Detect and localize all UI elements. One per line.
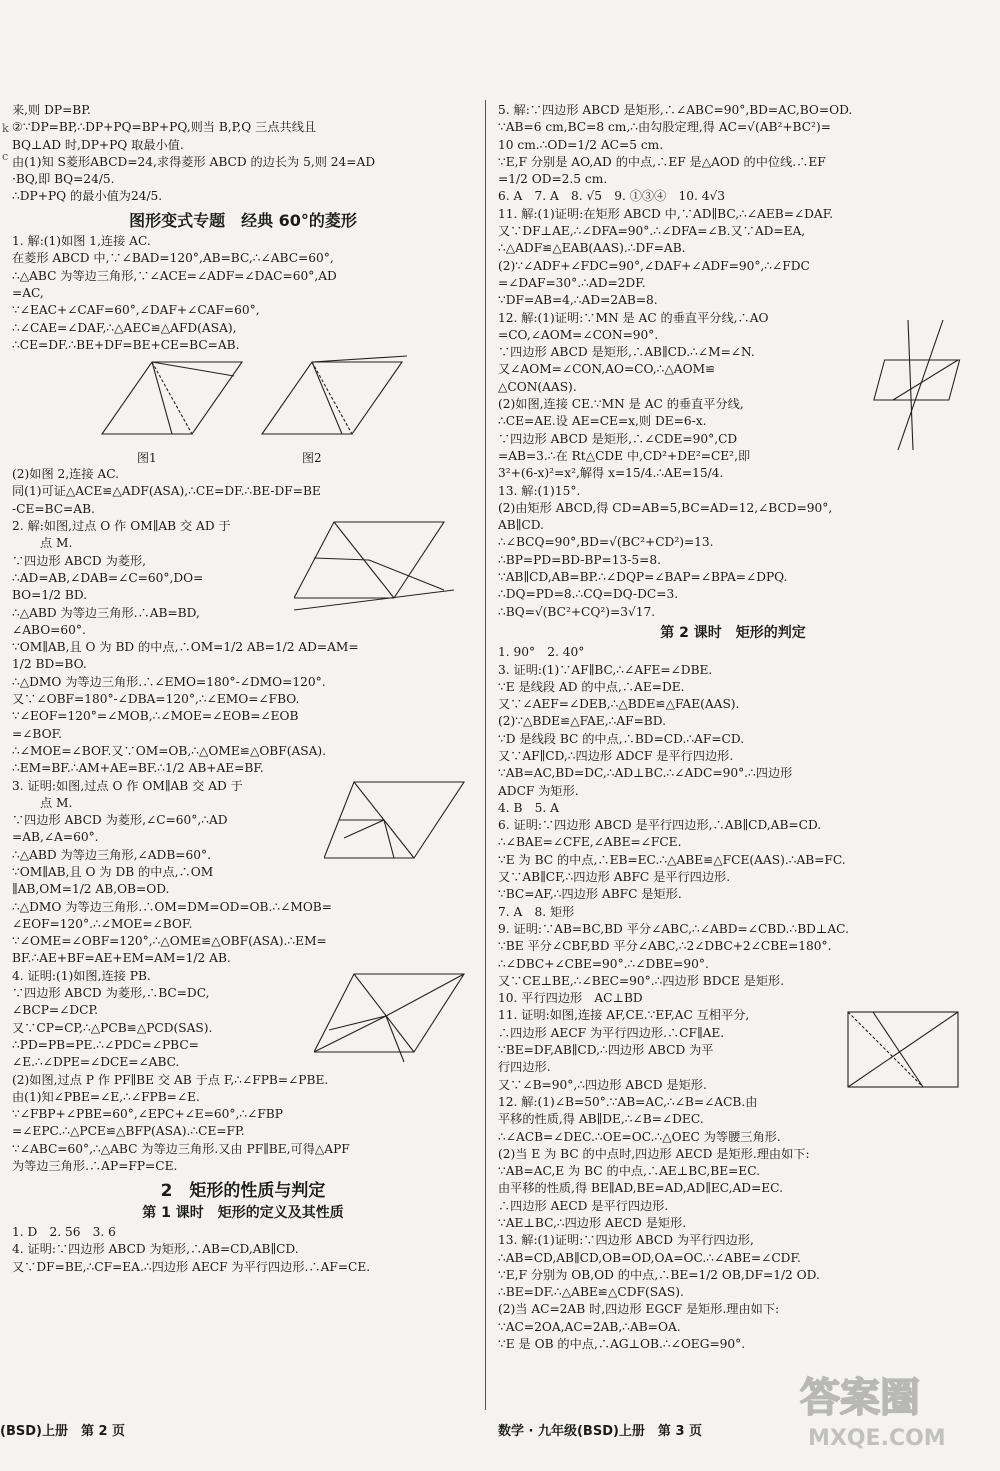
text-line: ∴CE=DF.∴BE+DF=BE+CE=BC=AB.: [12, 337, 240, 352]
text-line: ∴DQ=PD=8.∴CQ=DQ-DC=3.: [498, 587, 679, 602]
edge-mark-2: c: [2, 150, 9, 163]
text-line: ∴四边形 AECF 为平行四边形.∴CF∥AE.: [498, 1025, 725, 1040]
text-line: ∴∠BAE=∠CFE,∠ABE=∠FCE.: [498, 835, 682, 850]
text-line: 11. 证明:如图,连接 AF,CE.∵EF,AC 互相平分,: [498, 1008, 750, 1023]
text-line: 1/2 BD=BO.: [12, 657, 87, 672]
text-line: ADCF 为矩形.: [498, 783, 579, 798]
footer-left-page: (BSD)上册 第 2 页: [0, 1424, 126, 1439]
text-line: 10. 平行四边形 AC⊥BD: [498, 991, 643, 1006]
text-line: 行四边形.: [498, 1060, 551, 1075]
lesson-2-answers: [498, 644, 968, 1007]
text-line: 在菱形 ABCD 中,∵∠BAD=120°,AB=BC,∴∠ABC=60°,: [12, 251, 334, 266]
text-line: ∵四边形 ABCD 为菱形,∠C=60°,∴AD: [12, 813, 228, 828]
text-line: ∵BC=AF,∴四边形 ABFC 是矩形.: [498, 887, 682, 902]
topic-title: 图形变式专题 经典 60°的菱形: [129, 210, 357, 230]
text-line: BF.∴AE+BF=AE+EM=AM=1/2 AB.: [12, 951, 231, 966]
text-line: 由平移的性质,得 BE∥AD,BE=AD,AD∥EC,AD=EC.: [498, 1181, 783, 1196]
text-line: ∵AB∥CD,AB=BP.∴∠DQP=∠BAP=∠BPA=∠DPQ.: [498, 570, 788, 585]
text-line: ∴∠DBC+∠CBE=90°.∴∠DBE=90°.: [498, 956, 709, 971]
text-line: 为等边三角形.∴AP=FP=CE.: [12, 1159, 178, 1174]
text-line: (2)∵△BDE≌△FAE,∴AF=BD.: [498, 714, 666, 729]
text-line: AB∥CD.: [498, 518, 544, 533]
text-line: ∵BE=DF,AB∥CD,∴四边形 ABCD 为平: [498, 1043, 714, 1058]
text-line: 点 M.: [40, 795, 73, 810]
text-line: (2)∵∠ADF+∠FDC=90°,∠DAF+∠ADF=90°,∴∠FDC: [498, 258, 810, 273]
problem-12-13b: [498, 1094, 968, 1353]
text-line: ∵E 为 BC 的中点,∴EB=EC.∴△ABE≌△FCE(AAS).∴AB=FC.: [498, 852, 846, 867]
text-line: 又∵DF⊥AE,∴∠DFA=90°.∴∠DFA=∠B.又∵AD=EA,: [498, 224, 806, 239]
figures-1-2: [12, 354, 474, 464]
text-line: ∵∠EOF=120°=∠MOB,∴∠MOE=∠EOB=∠EOB: [12, 709, 299, 724]
text-line: ∵∠FBP+∠PBE=60°,∠EPC+∠E=60°,∴∠FBP: [12, 1107, 283, 1122]
text-line: =1/2 OD=2.5 cm.: [498, 172, 608, 187]
text-line: 4. 证明:∵四边形 ABCD 为矩形,∴AB=CD,AB∥CD.: [12, 1242, 299, 1257]
text-line: ∵E,F 分别是 AO,AD 的中点,∴EF 是△AOD 的中位线.∴EF: [498, 154, 826, 169]
text-line: 由(1)知∠PBE=∠E,∴∠FPB=∠E.: [12, 1089, 200, 1104]
text-line: ∴△ABC 为等边三角形,∵∠ACE=∠ADF=∠DAC=60°,AD: [12, 268, 337, 283]
figure-2-label: 图2: [302, 451, 322, 466]
text-line: ∵四边形 ABCD 是矩形,∴AB∥CD.∴∠M=∠N.: [498, 345, 755, 360]
problem-4: [12, 968, 474, 1176]
text-line: BO=1/2 BD.: [12, 588, 88, 603]
text-line: ∠BCP=∠DCP.: [12, 1003, 99, 1018]
text-line: ∴∠CAE=∠DAF,∴△AEC≌△AFD(ASA),: [12, 320, 237, 335]
rhombus-figures-svg: [12, 354, 474, 464]
text-line: ∵AB=AC,BD=DC,∴AD⊥BC.∴∠ADC=90°.∴四边形: [498, 766, 793, 781]
carryover-block: [12, 102, 474, 206]
text-line: ∠EOF=120°.∴∠MOE=∠BOF.: [12, 916, 193, 931]
text-line: ∠ABO=60°.: [12, 622, 86, 637]
text-line: ∵E 是线段 AD 的中点,∴AE=DE.: [498, 679, 685, 694]
left-column: [12, 102, 474, 1276]
text-line: 4. 证明:(1)如图,连接 PB.: [12, 968, 151, 983]
figure-1-label: 图1: [137, 451, 157, 466]
text-line: ·BQ,即 BQ=24/5.: [12, 172, 115, 187]
text-line: △CON(AAS).: [498, 379, 577, 394]
text-line: 又∵∠AEF=∠DEB,∴△BDE≌△FAE(AAS).: [498, 697, 740, 712]
text-line: 9. 证明:∵AB=BC,BD 平分∠ABC,∴∠ABD=∠CBD.∴BD⊥AC.: [498, 921, 849, 936]
text-line: ∴△ABD 为等边三角形,∠ADB=60°.: [12, 847, 211, 862]
text-line: (2)如图,过点 P 作 PF∥BE 交 AB 于点 F,∴∠FPB=∠PBE.: [12, 1072, 329, 1087]
text-line: ∴BE=DF.∴△ABE≌△CDF(SAS).: [498, 1285, 684, 1300]
lesson-1-answers: [12, 1224, 474, 1276]
text-line: =AB=3.∴在 Rt△CDE 中,CD²+DE²=CE²,即: [498, 448, 751, 463]
text-line: ∵四边形 ABCD 为菱形,∴BC=DC,: [12, 986, 210, 1001]
text-line: 平移的性质,得 AB∥DE,∴∠B=∠DEC.: [498, 1112, 704, 1127]
text-line: 1. 90° 2. 40°: [498, 645, 585, 660]
text-line: ②∵DP=BP,∴DP+PQ=BP+PQ,则当 B,P,Q 三点共线且: [12, 120, 317, 135]
text-line: ∴BQ=√(BC²+CQ²)=3√17.: [498, 604, 656, 619]
text-line: 2. 解:如图,过点 O 作 OM∥AB 交 AD 于: [12, 519, 231, 534]
text-line: 又∵AB∥CF,∴四边形 ABFC 是平行四边形.: [498, 870, 731, 885]
watermark-logo: [790, 1363, 980, 1453]
text-line: (2)如图 2,连接 AC.: [12, 467, 119, 482]
text-line: ∵E,F 分别为 OB,OD 的中点,∴BE=1/2 OB,DF=1/2 OD.: [498, 1267, 820, 1282]
lesson-2-title: 第 2 课时 矩形的判定: [660, 624, 806, 641]
problem-13: [498, 483, 968, 621]
text-line: 又∵AF∥CD,∴四边形 ADCF 是平行四边形.: [498, 748, 734, 763]
text-line: 又∵CP=CP,∴△PCB≌△PCD(SAS).: [12, 1020, 213, 1035]
text-line: 3²+(6-x)²=x²,解得 x=15/4.∴AE=15/4.: [498, 466, 724, 481]
text-line: ∵OM∥AB,且 O 为 BD 的中点,∴OM=1/2 AB=1/2 AD=AM=: [12, 640, 359, 655]
text-line: 又∠AOM=∠CON,AO=CO,∴△AOM≌: [498, 362, 716, 377]
problem-3: [12, 778, 474, 968]
edge-mark-1: k: [2, 122, 9, 135]
text-line: -CE=BC=AB.: [12, 501, 95, 516]
problem-11-figure: [838, 1007, 968, 1097]
section-2-title: 2 矩形的性质与判定: [160, 1181, 326, 1202]
text-line: =CO,∠AOM=∠CON=90°.: [498, 327, 659, 342]
text-line: 3. 证明:如图,过点 O 作 OM∥AB 交 AD 于: [12, 778, 243, 793]
text-line: ∴CE=AE.设 AE=CE=x,则 DE=6-x.: [498, 414, 707, 429]
text-line: (2)当 AC=2AB 时,四边形 EGCF 是矩形.理由如下:: [498, 1302, 780, 1317]
problem-11b: [498, 1007, 968, 1093]
text-line: 6. A 7. A 8. √5 9. ①③④ 10. 4√3: [498, 189, 725, 204]
watermark-logo-text: 答案圈: [800, 1375, 920, 1421]
text-line: BQ⊥AD 时,DP+PQ 取最小值.: [12, 137, 184, 152]
problem-2: [12, 518, 474, 777]
text-line: 又∵∠OBF=180°-∠DBA=120°,∴∠EMO=∠FBO.: [12, 692, 300, 707]
problem-12-figure: [868, 310, 968, 460]
text-line: (2)如图,连接 CE.∵MN 是 AC 的垂直平分线,: [498, 397, 744, 412]
text-line: 又∵∠B=90°,∴四边形 ABCD 是矩形.: [498, 1077, 707, 1092]
text-line: 12. 解:(1)∠B=50°.∵AB=AC,∴∠B=∠ACB.由: [498, 1094, 758, 1109]
text-line: ∴PD=PB=PE.∴∠PDC=∠PBC=: [12, 1037, 199, 1052]
text-line: =AB,∠A=60°.: [12, 830, 99, 845]
watermark-url: MXQE.COM: [808, 1426, 946, 1451]
text-line: ∥AB,OM=1/2 AB,OB=OD.: [12, 882, 170, 897]
text-line: (2)当 E 为 BC 的中点时,四边形 AECD 是矩形.理由如下:: [498, 1146, 810, 1161]
problem-5-11: [498, 102, 968, 310]
text-line: ∵∠EAC+∠CAF=60°,∠DAF+∠CAF=60°,: [12, 303, 260, 318]
text-line: ∴△ABD 为等边三角形.∴AB=BD,: [12, 605, 200, 620]
text-line: =AC,: [12, 285, 44, 300]
problem-1: [12, 233, 474, 354]
text-line: ∴BP=PD=BD-BP=13-5=8.: [498, 552, 661, 567]
problem-3-figure: [324, 778, 474, 873]
text-line: ∴AB=CD,AB∥CD,OB=OD,OA=OC.∴∠ABE=∠CDF.: [498, 1250, 801, 1265]
text-line: ∴∠MOE=∠BOF.又∵OM=OB,∴△OME≌△OBF(ASA).: [12, 743, 327, 758]
right-column: [498, 102, 968, 1353]
lesson-1-title: 第 1 课时 矩形的定义及其性质: [142, 1204, 344, 1221]
text-line: ∠E.∴∠DPE=∠DCE=∠ABC.: [12, 1055, 180, 1070]
text-line: ∵四边形 ABCD 是矩形,∴∠CDE=90°,CD: [498, 431, 738, 446]
text-line: 5. 解:∵四边形 ABCD 是矩形,∴∠ABC=90°,BD=AC,BO=OD.: [498, 103, 853, 117]
text-line: 13. 解:(1)15°.: [498, 483, 581, 498]
text-line: 1. D 2. 56 3. 6: [12, 1224, 116, 1239]
text-line: ∵四边形 ABCD 为菱形,: [12, 553, 147, 568]
text-line: 7. A 8. 矩形: [498, 904, 575, 919]
text-line: ∵DF=AB=4,∴AD=2AB=8.: [498, 293, 658, 308]
column-divider: [485, 100, 486, 1410]
text-line: 点 M.: [40, 536, 73, 551]
footer-right-page: 数学 · 九年级(BSD)上册 第 3 页: [498, 1424, 703, 1439]
text-line: 11. 解:(1)证明:在矩形 ABCD 中,∵AD∥BC,∴∠AEB=∠DAF.: [498, 206, 834, 221]
text-line: ∴∠ACB=∠DEC.∴OE=OC.∴△OEC 为等腰三角形.: [498, 1129, 781, 1144]
text-line: ∵E 是 OB 的中点,∴AG⊥OB.∴∠OEG=90°.: [498, 1337, 746, 1352]
text-line: ∴四边形 AECD 是平行四边形.: [498, 1198, 669, 1213]
text-line: 10 cm.∴OD=1/2 AC=5 cm.: [498, 137, 664, 152]
text-line: ∵AB=6 cm,BC=8 cm,∴由勾股定理,得 AC=√(AB²+BC²)=: [498, 120, 831, 135]
text-line: 又∵DF=BE,∴CF=EA.∴四边形 AECF 为平行四边形.∴AF=CE.: [12, 1259, 371, 1274]
text-line: ∴△DMO 为等边三角形.∴OM=DM=OD=OB.∴∠MOB=: [12, 899, 332, 914]
problem-1b: [12, 466, 474, 518]
text-line: 由(1)知 S菱形ABCD=24,求得菱形 ABCD 的边长为 5,则 24=AD: [12, 154, 376, 169]
text-line: ∵∠OME=∠OBF=120°,∴△OME≌△OBF(ASA).∴EM=: [12, 934, 327, 949]
problem-2-figure: [294, 518, 474, 618]
text-line: ∵OM∥AB,且 O 为 DB 的中点,∴OM: [12, 864, 214, 879]
text-line: ∵AE⊥BC,∴四边形 AECD 是矩形.: [498, 1216, 687, 1230]
text-line: 4. B 5. A: [498, 800, 559, 815]
text-line: ∴△ADF≌△EAB(AAS).∴DF=AB.: [498, 241, 686, 256]
text-line: ∵AB=AC,E 为 BC 的中点,∴AE⊥BC,BE=EC.: [498, 1164, 760, 1179]
text-line: 来,则 DP=BP.: [12, 103, 91, 117]
problem-4-figure: [314, 970, 474, 1065]
text-line: ∴AD=AB,∠DAB=∠C=60°,DO=: [12, 570, 204, 585]
text-line: 3. 证明:(1)∵AF∥BC,∴∠AFE=∠DBE.: [498, 662, 713, 677]
text-line: 12. 解:(1)证明:∵MN 是 AC 的垂直平分线,∴AO: [498, 310, 769, 325]
text-line: 6. 证明:∵四边形 ABCD 是平行四边形,∴AB∥CD,AB=CD.: [498, 818, 822, 833]
text-line: ∵∠ABC=60°,∴△ABC 为等边三角形.又由 PF∥BE,可得△APF: [12, 1141, 350, 1156]
problem-12: [498, 310, 968, 483]
text-line: ∴△DMO 为等边三角形.∴∠EMO=180°-∠DMO=120°.: [12, 674, 326, 689]
text-line: ∵AC=2OA,AC=2AB,∴AB=OA.: [498, 1319, 681, 1334]
text-line: =∠BOF.: [12, 726, 63, 741]
text-line: =∠DAF=30°.∴AD=2DF.: [498, 275, 646, 290]
text-line: (2)由矩形 ABCD,得 CD=AB=5,BC=AD=12,∠BCD=90°,: [498, 500, 833, 515]
text-line: ∵D 是线段 BC 的中点,∴BD=CD.∴AF=CD.: [498, 731, 745, 746]
text-line: 13. 解:(1)证明:∵四边形 ABCD 为平行四边形,: [498, 1233, 754, 1248]
text-line: ∴∠BCQ=90°,BD=√(BC²+CD²)=13.: [498, 535, 714, 550]
text-line: ∴EM=BF.∴AM+AE=BF.∴1/2 AB+AE=BF.: [12, 761, 264, 776]
text-line: 同(1)可证△ACE≌△ADF(ASA),∴CE=DF.∴BE-DF=BE: [12, 484, 321, 499]
text-line: 又∵CE⊥BE,∴∠BEC=90°.∴四边形 BDCE 是矩形.: [498, 973, 785, 988]
text-line: 1. 解:(1)如图 1,连接 AC.: [12, 234, 151, 249]
text-line: =∠EPC.∴△PCE≌△BFP(ASA).∴CE=FP.: [12, 1124, 245, 1139]
text-line: ∴DP+PQ 的最小值为24/5.: [12, 189, 163, 204]
text-line: ∵BE 平分∠CBF,BD 平分∠ABC,∴2∠DBC+2∠CBE=180°.: [498, 939, 832, 954]
